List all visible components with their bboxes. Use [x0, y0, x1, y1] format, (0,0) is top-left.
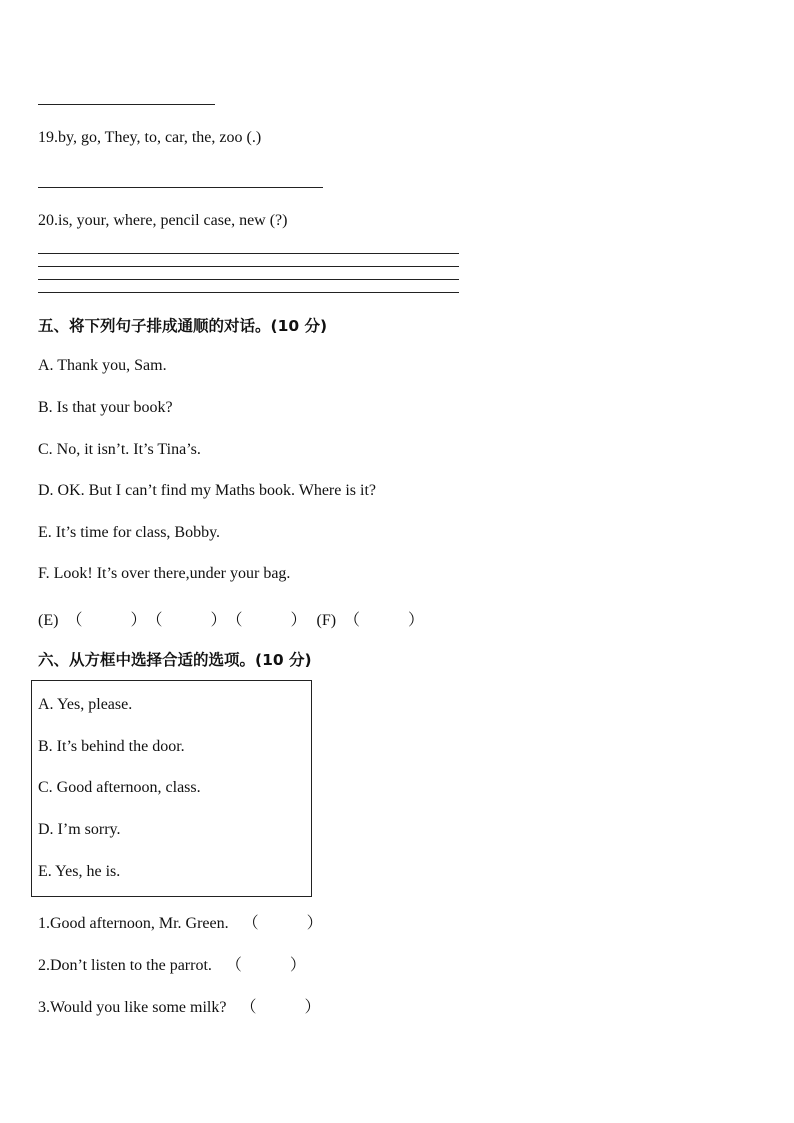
question-1: [38, 910, 323, 933]
dialogue-item-a: A. Thank you, Sam.: [38, 357, 167, 374]
option-e: E. Yes, he is.: [38, 863, 121, 880]
order-blank-1[interactable]: （ ）: [66, 612, 147, 629]
dialogue-item-b: B. Is that your book?: [38, 399, 173, 416]
question-3-text: 3.Would you like some milk?: [38, 999, 227, 1016]
question-3: [38, 994, 320, 1017]
option-c: C. Good afternoon, class.: [38, 779, 201, 796]
order-blank-2[interactable]: （ ）: [146, 612, 227, 629]
question-3-blank[interactable]: （ ）: [240, 999, 321, 1016]
question-2-blank[interactable]: （ ）: [225, 957, 306, 974]
question-20: 20.is, your, where, pencil case, new (?): [38, 212, 288, 229]
section6-heading: 六、从方框中选择合适的选项。(10 分): [38, 651, 312, 669]
answer-line-18[interactable]: [38, 104, 215, 105]
section5-heading: 五、将下列句子排成通顺的对话。(10 分): [38, 317, 328, 335]
answer-line-19[interactable]: [38, 187, 323, 188]
order-answer-row: [38, 607, 424, 630]
dialogue-item-d: D. OK. But I can’t find my Maths book. Where is it?: [38, 482, 377, 499]
option-b: B. It’s behind the door.: [38, 738, 185, 755]
order-blank-last[interactable]: （ ）: [344, 612, 425, 629]
dialogue-item-f: F. Look! It’s over there,under your bag.: [38, 565, 291, 582]
dialogue-item-e: E. It’s time for class, Bobby.: [38, 524, 221, 541]
answer-line-20c[interactable]: [38, 279, 459, 280]
answer-line-20b[interactable]: [38, 266, 459, 267]
option-d: D. I’m sorry.: [38, 821, 121, 838]
question-1-blank[interactable]: （ ）: [242, 915, 323, 932]
order-answer-first: (E): [38, 612, 59, 629]
option-a: A. Yes, please.: [38, 696, 133, 713]
question-2: [38, 952, 306, 975]
question-1-text: 1.Good afternoon, Mr. Green.: [38, 915, 229, 932]
question-19: 19.by, go, They, to, car, the, zoo (.): [38, 129, 262, 146]
answer-line-20a[interactable]: [38, 253, 459, 254]
order-answer-fixed: (F): [316, 612, 337, 629]
answer-line-20d[interactable]: [38, 292, 459, 293]
order-blank-3[interactable]: （ ）: [226, 612, 307, 629]
question-2-text: 2.Don’t listen to the parrot.: [38, 957, 212, 974]
dialogue-item-c: C. No, it isn’t. It’s Tina’s.: [38, 441, 201, 458]
